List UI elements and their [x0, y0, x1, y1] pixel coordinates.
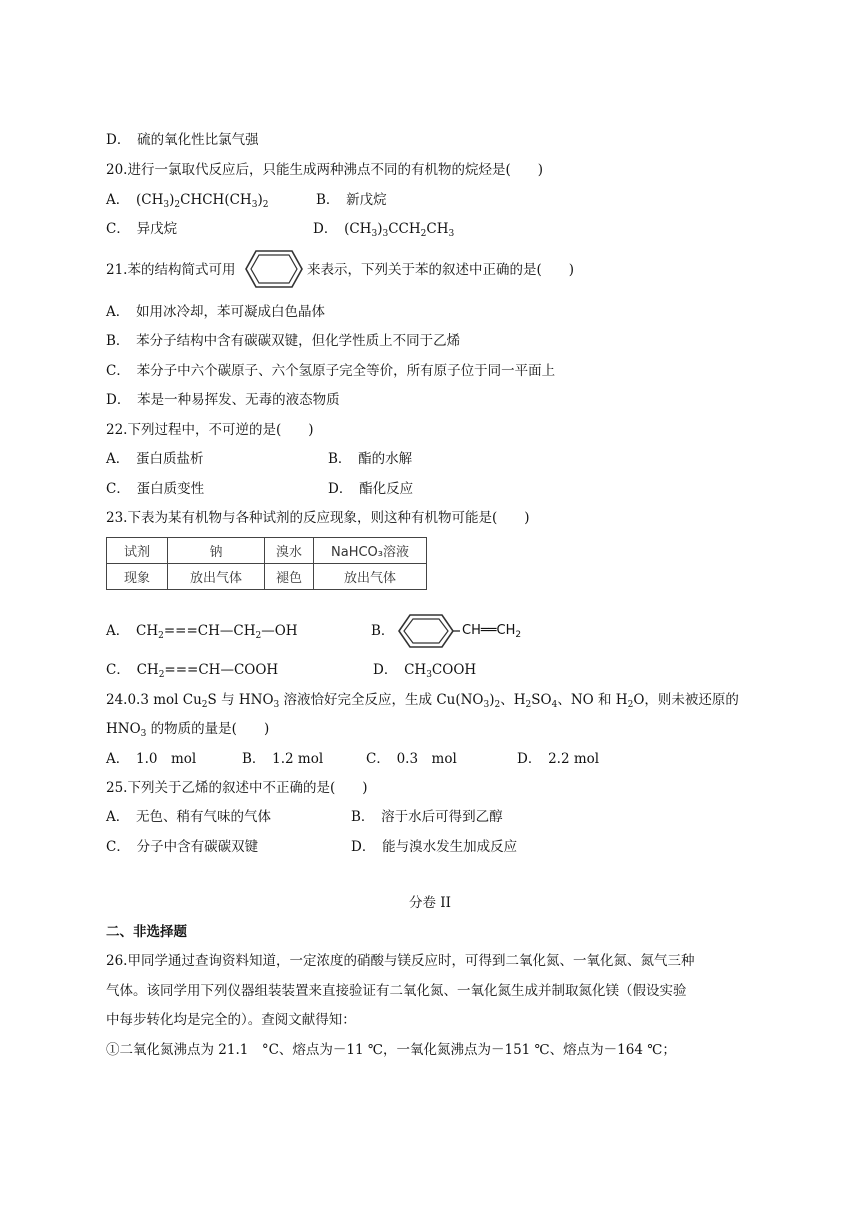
q20-option-c: C． 异戊烷 — [106, 221, 178, 237]
q23-option-b-group: $CH══CH_2$ — [462, 623, 522, 640]
q25-option-d: D． 能与溴水发生加成反应 — [351, 839, 518, 855]
q24-option-d: D． 2.2 mol — [517, 751, 600, 767]
table-row — [107, 564, 427, 590]
q25-option-c: C． 分子中含有碳碳双键 — [106, 839, 259, 855]
table-cell: 现象 — [107, 564, 168, 590]
q22-option-b: B． 酯的水解 — [328, 451, 413, 467]
q21-stem-end: 来表示，下列关于苯的叙述中正确的是( ) — [307, 262, 575, 278]
q26-line4: ①二氧化氮沸点为 21.1 °C、熔点为－11 ℃，一氧化氮沸点为－151 ℃、熔点为－164 ℃； — [106, 1042, 676, 1058]
q24-option-b: B． 1.2 mol — [242, 751, 324, 767]
q20-stem: 20.进行一氯取代反应后，只能生成两种沸点不同的有机物的烷烃是( ) — [106, 162, 544, 178]
q25-stem: 25.下列关于乙烯的叙述中不正确的是( ) — [106, 780, 368, 796]
section-heading: 二、非选择题 — [106, 924, 187, 940]
q21-stem-start: 21.苯的结构简式可用 — [106, 262, 236, 278]
q23-option-d: D． $CH_3COOH$ — [373, 662, 477, 680]
table-cell: 放出气体 — [168, 564, 265, 590]
table-cell: NaHCO₃溶液 — [314, 538, 427, 564]
q23-option-c: C． $CH_2===CH—COOH$ — [106, 662, 279, 680]
q23-stem: 23.下表为某有机物与各种试剂的反应现象，则这种有机物可能是( ) — [106, 510, 530, 526]
q21-option-c: C． 苯分子中六个碳原子、六个氢原子完全等价，所有原子位于同一平面上 — [106, 363, 556, 379]
section-title: 分卷 II — [409, 895, 451, 911]
q23-option-a: A． $CH_2===CH—CH_2—OH$ — [106, 623, 298, 641]
table-cell: 钠 — [168, 538, 265, 564]
q20-option-d: D． $(CH_3)_3CCH_2CH_3$ — [313, 221, 455, 239]
table-row — [107, 538, 427, 564]
q19-option-d: D． 硫的氧化性比氯气强 — [106, 132, 259, 148]
q23-option-b-label: B． — [371, 623, 395, 639]
table-cell: 试剂 — [107, 538, 168, 564]
q24-option-a: A． 1.0 mol — [106, 751, 197, 767]
q24-stem-line2: $HNO_3$ 的物质的量是( ) — [106, 721, 270, 739]
q22-option-c: C． 蛋白质变性 — [106, 481, 205, 497]
q22-option-a: A． 蛋白质盐析 — [106, 451, 204, 467]
table-cell: 溴水 — [265, 538, 314, 564]
table-cell: 褪色 — [265, 564, 314, 590]
benzene-structure-icon — [244, 248, 304, 290]
q20-option-a: A． $(CH_3)_2CHCH(CH_3)_2$ — [106, 192, 269, 210]
q26-line1: 26.甲同学通过查询资料知道，一定浓度的硝酸与镁反应时，可得到二氧化氮、一氧化氮、氮气三种 — [106, 953, 695, 969]
q22-option-d: D． 酯化反应 — [328, 481, 414, 497]
styrene-ring-icon — [396, 612, 460, 650]
q26-line2: 气体。该同学用下列仪器组装装置来直接验证有二氧化氮、一氧化氮生成并制取氮化镁（假设实验 — [106, 983, 687, 999]
q26-line3: 中每步转化均是完全的）。查阅文献得知： — [106, 1012, 356, 1028]
q24-option-c: C． 0.3 mol — [366, 751, 457, 767]
q22-stem: 22.下列过程中，不可逆的是( ) — [106, 422, 314, 438]
q21-option-a: A． 如用冰冷却，苯可凝成白色晶体 — [106, 304, 325, 320]
q21-option-b: B． 苯分子结构中含有碳碳双键，但化学性质上不同于乙烯 — [106, 333, 461, 349]
reaction-table — [106, 537, 427, 590]
q20-option-b: B． 新戊烷 — [316, 192, 387, 208]
table-cell: 放出气体 — [314, 564, 427, 590]
q25-option-a: A． 无色、稍有气味的气体 — [106, 809, 271, 825]
q21-option-d: D． 苯是一种易挥发、无毒的液态物质 — [106, 392, 340, 408]
q25-option-b: B． 溶于水后可得到乙醇 — [351, 809, 503, 825]
q24-stem-line1: 24.0.3 mol $Cu_2S$ 与 $HNO_3$ 溶液恰好完全反应，生成 $Cu(NO_3)_2$、$H_2SO_4$、NO 和 $H_2O$，则未被还原的 — [106, 692, 739, 710]
